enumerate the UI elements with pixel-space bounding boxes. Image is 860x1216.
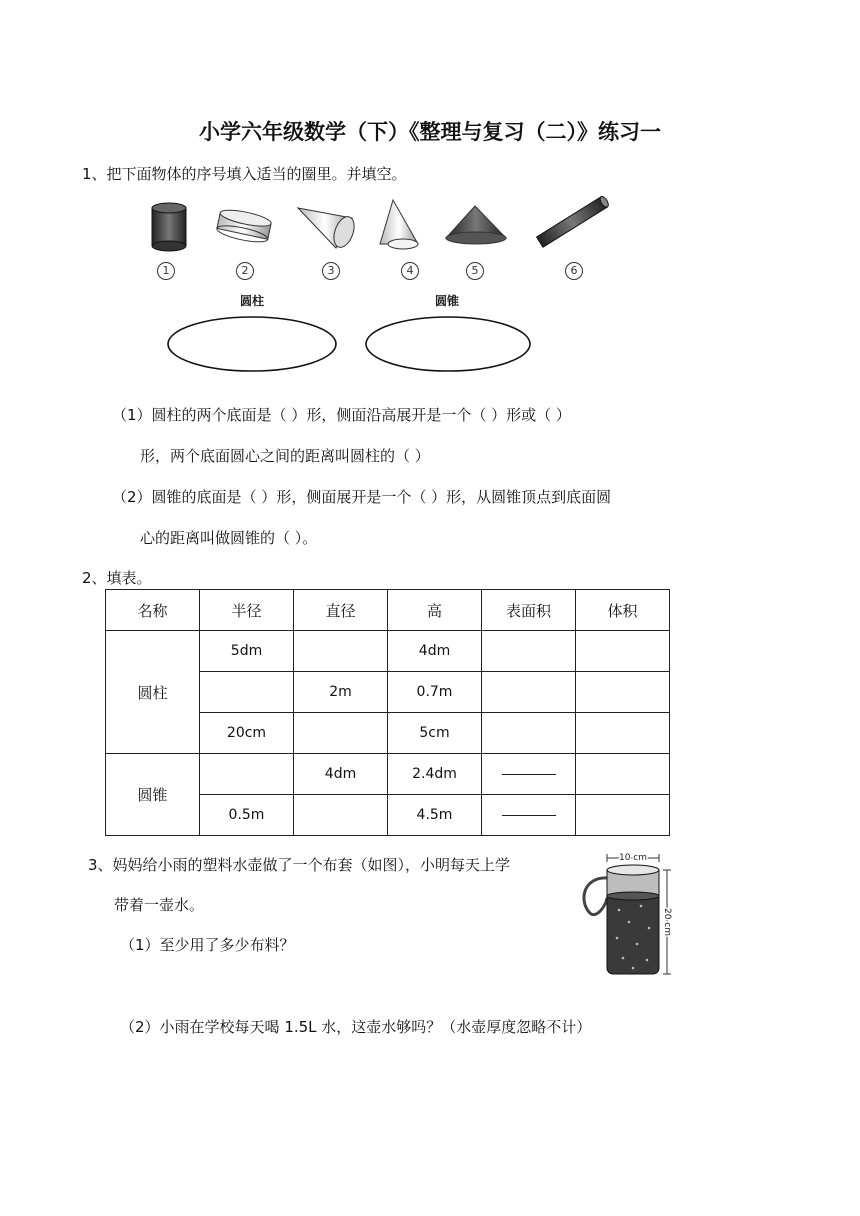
cylinder-icon — [152, 203, 186, 251]
shape-number-4: 4 — [401, 262, 419, 280]
answer-cell[interactable] — [482, 672, 576, 713]
shape-number-3: 3 — [322, 262, 340, 280]
q2-prompt: 2、填表。 — [82, 569, 152, 587]
group-cone: 圆锥 — [106, 754, 200, 836]
header-volume: 体积 — [576, 590, 670, 631]
table-cell: 4.5m — [388, 795, 482, 836]
not-applicable-cell — [482, 754, 576, 795]
table-cell: 5cm — [388, 713, 482, 754]
bottle-height-label: 20 cm — [662, 907, 672, 937]
cone-icon — [380, 200, 418, 249]
shapes-figure — [140, 190, 620, 260]
sorting-ovals — [160, 308, 540, 384]
answer-cell[interactable] — [576, 631, 670, 672]
answer-cell[interactable] — [576, 672, 670, 713]
answer-cell[interactable] — [482, 631, 576, 672]
table-row — [106, 631, 670, 672]
table-cell: 0.7m — [388, 672, 482, 713]
answer-cell[interactable] — [482, 713, 576, 754]
cone-sideways-icon — [298, 208, 358, 250]
table-cell — [200, 754, 294, 795]
header-name: 名称 — [106, 590, 200, 631]
header-height: 高 — [388, 590, 482, 631]
not-applicable-cell — [482, 795, 576, 836]
water-bottle-figure — [575, 848, 675, 983]
table-cell: 0.5m — [200, 795, 294, 836]
shape-number-6: 6 — [565, 262, 583, 280]
q1-part2-line2: 心的距离叫做圆锥的（ ）。 — [140, 529, 318, 547]
flat-cone-icon — [446, 206, 506, 244]
q3-sub1: （1）至少用了多少布料？ — [120, 936, 295, 954]
answer-cell[interactable] — [576, 713, 670, 754]
table-cell: 2m — [294, 672, 388, 713]
bottle-width-label: 10 cm — [618, 853, 648, 863]
group-cylinder: 圆柱 — [106, 631, 200, 754]
table-cell: 20cm — [200, 713, 294, 754]
table-cell — [294, 795, 388, 836]
q3-prompt-line1: 3、妈妈给小雨的塑料水壶做了一个布套（如图），小明每天上学 — [88, 856, 511, 874]
shape-number-2: 2 — [236, 262, 254, 280]
oval-label-cone: 圆锥 — [435, 294, 460, 308]
q3-prompt-line2: 带着一壶水。 — [114, 896, 205, 914]
table-row — [106, 754, 670, 795]
shape-number-1: 1 — [157, 262, 175, 280]
header-diameter: 直径 — [294, 590, 388, 631]
table-cell: 4dm — [294, 754, 388, 795]
page-title: 小学六年级数学（下）《整理与复习（二）》练习一 — [199, 120, 661, 144]
header-radius: 半径 — [200, 590, 294, 631]
table-cell: 4dm — [388, 631, 482, 672]
table-cell — [200, 672, 294, 713]
fill-in-table — [105, 589, 670, 836]
header-surface-area: 表面积 — [482, 590, 576, 631]
q1-part1-line1: （1）圆柱的两个底面是（ ）形，侧面沿高展开是一个（ ）形或（ ） — [112, 406, 571, 424]
table-header-row — [106, 590, 670, 631]
oval-label-cylinder: 圆柱 — [240, 294, 265, 308]
cone-oval — [366, 317, 530, 371]
table-cell: 5dm — [200, 631, 294, 672]
q1-part2-line1: （2）圆锥的底面是（ ）形，侧面展开是一个（ ）形，从圆锥顶点到底面圆 — [112, 488, 612, 506]
table-cell — [294, 631, 388, 672]
tilted-cylinder-icon — [216, 207, 273, 245]
table-cell: 2.4dm — [388, 754, 482, 795]
q1-prompt: 1、把下面物体的序号填入适当的圈里。并填空。 — [82, 165, 407, 183]
dash-line — [502, 815, 556, 816]
dash-line — [502, 774, 556, 775]
cylinder-oval — [168, 317, 336, 371]
q3-sub2: （2）小雨在学校每天喝 1.5L 水，这壶水够吗？（水壶厚度忽略不计） — [120, 1018, 592, 1036]
shape-number-5: 5 — [466, 262, 484, 280]
answer-cell[interactable] — [576, 754, 670, 795]
q1-part1-line2: 形，两个底面圆心之间的距离叫圆柱的（ ） — [140, 447, 430, 465]
rod-icon — [537, 195, 610, 247]
answer-cell[interactable] — [576, 795, 670, 836]
table-cell — [294, 713, 388, 754]
